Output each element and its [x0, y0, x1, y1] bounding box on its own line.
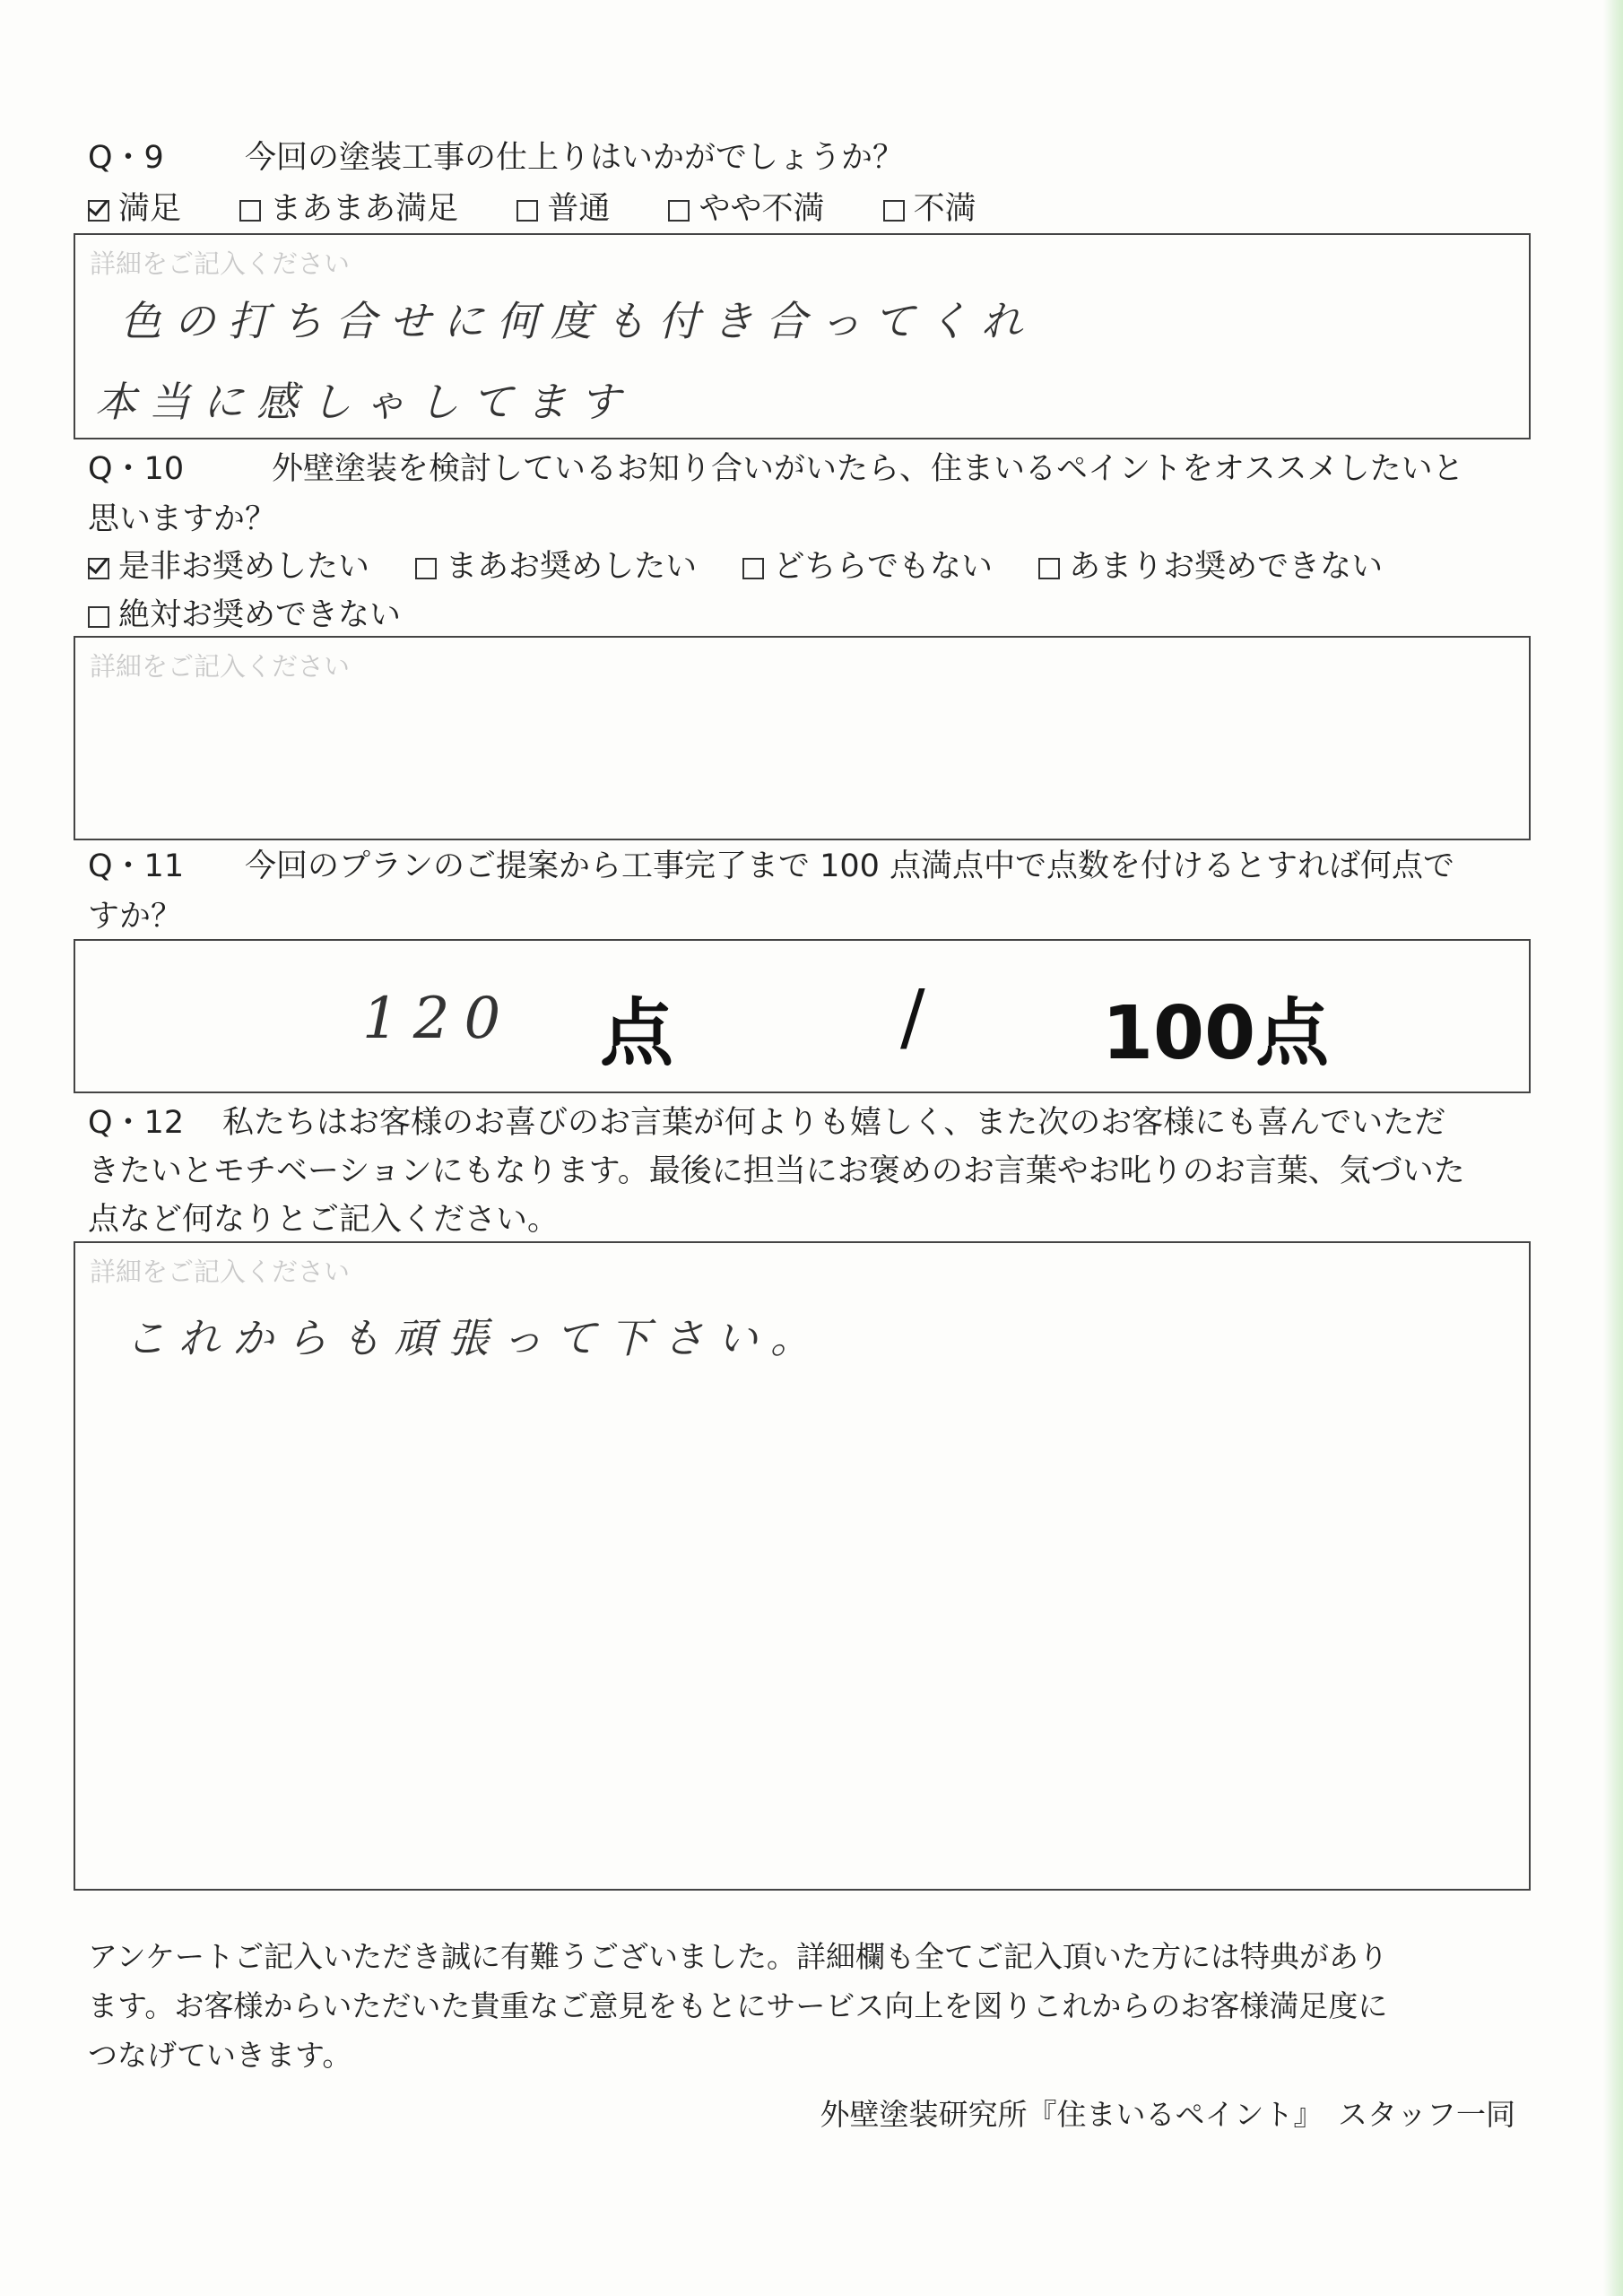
q9-options	[88, 190, 1025, 228]
checkbox-icon[interactable]	[415, 558, 437, 579]
q9-answer-line-1: 色の打ち合せに何度も付き合ってくれ	[120, 297, 1035, 345]
checkbox-icon[interactable]	[883, 200, 905, 222]
q9-option-3[interactable]: 普通	[516, 190, 610, 228]
checkbox-icon[interactable]	[516, 200, 538, 222]
q12-question-line-3: 点など何なりとご記入ください。	[88, 1202, 560, 1238]
q10-text-1: 外壁塗装を検討しているお知り合いがいたら、住まいるペイントをオススメしたいと	[272, 451, 1464, 487]
q9-option-2[interactable]: まあまあ満足	[239, 190, 458, 228]
checkbox-icon[interactable]	[668, 200, 690, 222]
q10-question-line-2: 思いますか？	[88, 501, 277, 537]
score-unit: 点	[600, 991, 674, 1076]
q10-options-row-1	[88, 548, 1383, 586]
q11-question-line-1	[88, 848, 1454, 885]
q12-answer: これからも頑張って下さい。	[125, 1314, 824, 1362]
q9-label: Q・9	[88, 140, 164, 176]
q12-placeholder: 詳細をご記入ください	[90, 1257, 351, 1287]
q11-question-line-2: すか？	[88, 899, 183, 935]
q9-text: 今回の塗装工事の仕上りはいかがでしょうか？	[245, 140, 905, 176]
q11-text-1: 今回のプランのご提案から工事完了まで 100 点満点中で点数を付けるとすれば何点で	[245, 848, 1455, 884]
q9-question	[88, 139, 904, 177]
score-slash: /	[900, 975, 925, 1060]
q9-option-5[interactable]: 不満	[883, 190, 976, 228]
q12-question-line-1	[88, 1104, 1445, 1142]
q10-detail-box[interactable]	[74, 636, 1531, 840]
q10-placeholder: 詳細をご記入ください	[90, 651, 351, 682]
footer-signature: 外壁塗装研究所『住まいるペイント』 スタッフ一同	[820, 2097, 1515, 2132]
q9-option-1[interactable]: 満足	[88, 190, 181, 228]
checkbox-icon[interactable]	[742, 558, 764, 579]
checkbox-checked-icon[interactable]	[88, 200, 109, 222]
q10-question-line-1	[88, 450, 1464, 488]
q9-detail-box[interactable]	[74, 233, 1531, 439]
q12-label: Q・12	[88, 1105, 185, 1141]
footer-line-3: つなげていきます。	[88, 2038, 352, 2073]
q9-answer-line-2: 本当に感しゃしてます	[95, 378, 633, 426]
checkbox-icon[interactable]	[1038, 558, 1060, 579]
q12-text-1: 私たちはお客様のお喜びのお言葉が何よりも嬉しく、また次のお客様にも喜んでいただ	[222, 1105, 1446, 1141]
q11-score-box[interactable]	[74, 939, 1531, 1093]
scan-edge	[1603, 0, 1623, 2296]
checkbox-icon[interactable]	[239, 200, 261, 222]
score-row	[75, 975, 1529, 1076]
q11-label: Q・11	[88, 848, 185, 884]
q10-option-1[interactable]: 是非お奨めしたい	[88, 548, 369, 586]
q10-option-4[interactable]: あまりお奨めできない	[1038, 548, 1383, 586]
q9-placeholder: 詳細をご記入ください	[90, 248, 351, 279]
q10-label: Q・10	[88, 451, 185, 487]
q12-question-line-2: きたいとモチベーションにもなります。最後に担当にお褒めのお言葉やお叱りのお言葉、気づいた	[88, 1153, 1465, 1189]
q10-options-row-2	[88, 596, 449, 634]
checkbox-icon[interactable]	[88, 606, 109, 628]
score-handwritten: 120	[362, 986, 516, 1052]
footer-line-1: アンケートご記入いただき誠に有難うございました。詳細欄も全てご記入頂いた方には特典があり	[88, 1939, 1389, 1974]
checkbox-checked-icon[interactable]	[88, 558, 109, 579]
q10-option-3[interactable]: どちらでもない	[742, 548, 993, 586]
q9-option-4[interactable]: やや不満	[668, 190, 824, 228]
score-max: 100点	[1102, 991, 1330, 1076]
q10-option-2[interactable]: まあお奨めしたい	[415, 548, 697, 586]
q12-detail-box[interactable]	[74, 1241, 1531, 1891]
q10-option-5[interactable]: 絶対お奨めできない	[88, 596, 401, 634]
footer-line-2: ます。お客様からいただいた貴重なご意見をもとにサービス向上を図りこれからのお客様満足度に	[88, 1988, 1388, 2023]
